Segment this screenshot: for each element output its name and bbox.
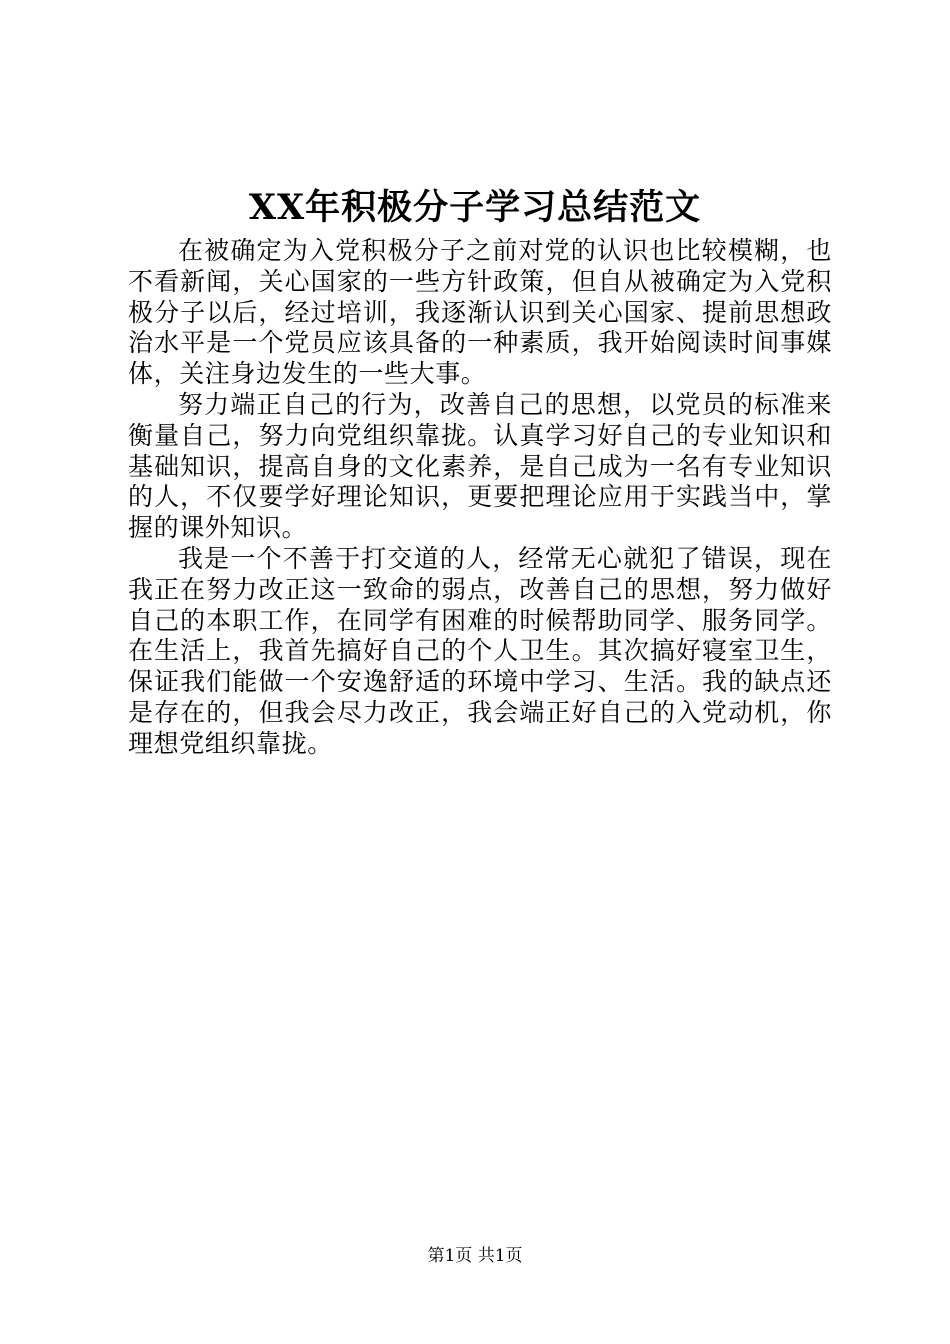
paragraph-3: 我是一个不善于打交道的人，经常无心就犯了错误，现在我正在努力改正这一致命的弱点，改善自己的思想，努力做好自己的本职工作，在同学有困难的时候帮助同学、服务同学。在生活上，我首先搞好自己的个人卫生。其次搞好寝室卫生，保证我们能做一个安逸舒适的环境中学习、生活。我的缺点还是存在的，但我会尽力改正，我会端正好自己的入党动机，你理想党组织靠拢。: [128, 543, 832, 758]
paragraph-1: 在被确定为入党积极分子之前对党的认识也比较模糊，也不看新闻，关心国家的一些方针政策，但自从被确定为入党积极分子以后，经过培训，我逐渐认识到关心国家、提前思想政治水平是一个党员应该具备的一种素质，我开始阅读时间事媒体，关注身边发生的一些大事。: [128, 236, 832, 389]
document-body: [128, 236, 832, 760]
document-title: XX年积极分子学习总结范文: [248, 187, 702, 228]
paragraph-2: 努力端正自己的行为，改善自己的思想，以党员的标准来衡量自己，努力向党组织靠拢。认真学习好自己的专业知识和基础知识，提高自身的文化素养，是自己成为一名有专业知识的人，不仅要学好理论知识，更要把理论应用于实践当中，掌握的课外知识。: [128, 389, 832, 543]
page-footer: 第1页 共1页: [427, 1246, 523, 1266]
